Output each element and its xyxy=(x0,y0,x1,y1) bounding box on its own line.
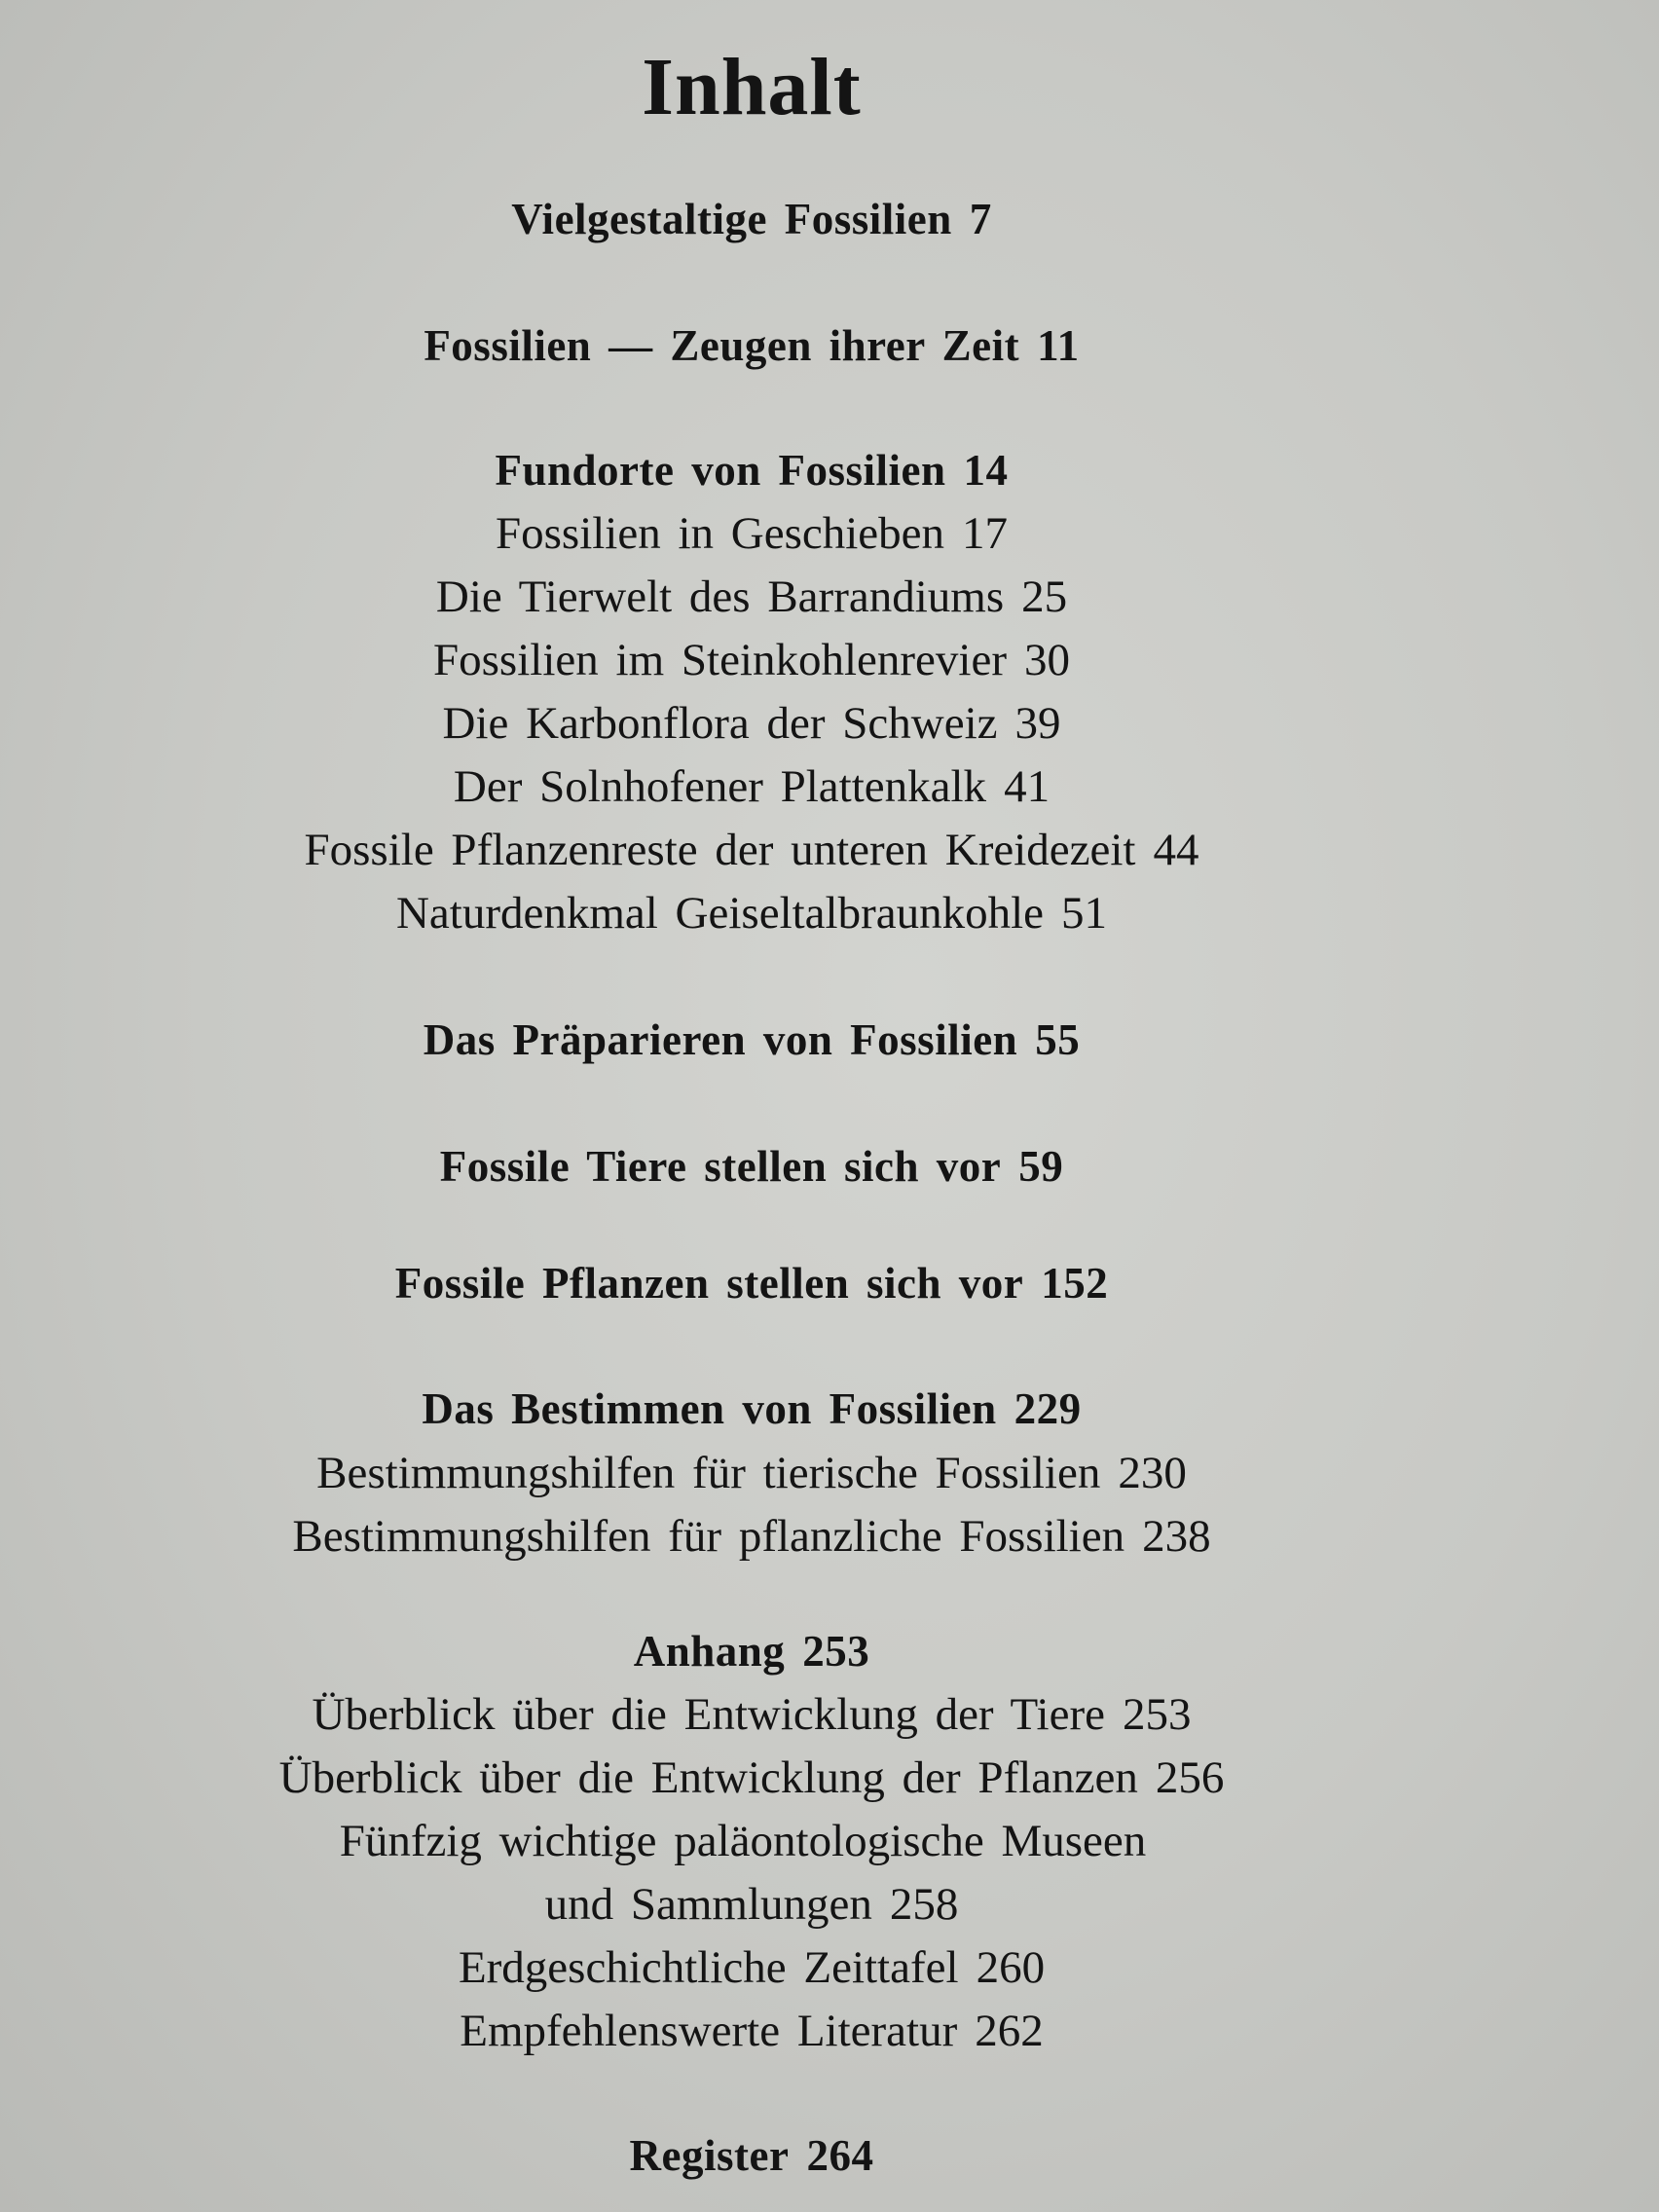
toc-entry xyxy=(0,439,1503,501)
toc-page-number: 238 xyxy=(1142,1511,1211,1562)
toc-entry xyxy=(0,1252,1503,1314)
toc-entry xyxy=(0,1009,1503,1071)
toc-entry-text: Register xyxy=(629,2131,790,2180)
toc-page-number: 30 xyxy=(1024,635,1070,685)
toc-entry-text: Empfehlenswerte Literatur xyxy=(460,2006,958,2056)
toc-page-number: 59 xyxy=(1018,1142,1064,1191)
toc-page-number: 44 xyxy=(1153,825,1199,875)
toc-entry-text: Die Tierwelt des Barrandiums xyxy=(435,571,1005,622)
toc-page-number: 14 xyxy=(963,446,1009,495)
toc-page-number: 256 xyxy=(1155,1752,1225,1803)
toc-page-number: 25 xyxy=(1021,571,1068,622)
toc-entry xyxy=(0,1620,1503,1682)
toc-page-number: 39 xyxy=(1014,698,1061,749)
toc-page-number: 51 xyxy=(1061,888,1108,939)
toc-entry-text: und Sammlungen xyxy=(544,1879,872,1930)
toc-entry xyxy=(0,1505,1503,1567)
toc-entry xyxy=(0,566,1503,628)
toc-entry-text: Der Solnhofener Plattenkalk xyxy=(453,761,987,812)
toc-page-number: 152 xyxy=(1041,1259,1109,1308)
toc-entry xyxy=(0,1810,1503,1872)
toc-entry-text: Das Präparieren von Fossilien xyxy=(423,1015,1018,1064)
toc-entry xyxy=(0,756,1503,818)
toc-entry-text: Bestimmungshilfen für tierische Fossilien xyxy=(316,1448,1101,1498)
toc-entry xyxy=(0,692,1503,755)
toc-entry-text: Fossile Tiere stellen sich vor xyxy=(439,1142,1002,1191)
toc-entry-text: Fünfzig wichtige paläontologische Museen xyxy=(339,1816,1147,1866)
toc-entry-text: Das Bestimmen von Fossilien xyxy=(422,1384,997,1433)
toc-page-number: 41 xyxy=(1004,761,1051,812)
toc-entry xyxy=(0,188,1503,250)
toc-entry xyxy=(0,629,1503,691)
toc-entry xyxy=(0,1873,1503,1936)
toc-entry-text: Naturdenkmal Geiseltalbraunkohle xyxy=(395,888,1045,939)
toc-page-number: 253 xyxy=(1122,1689,1192,1740)
page-title: Inhalt xyxy=(642,42,862,132)
toc-entry xyxy=(0,1936,1503,1999)
toc-page-number: 230 xyxy=(1118,1448,1187,1498)
toc-page-number: 260 xyxy=(976,1942,1046,1993)
toc-entry xyxy=(0,1747,1503,1809)
toc-entry-text: Überblick über die Entwicklung der Tiere xyxy=(312,1689,1105,1740)
toc-entry-text: Bestimmungshilfen für pflanzliche Fossilien xyxy=(292,1511,1125,1562)
toc-entry xyxy=(0,502,1503,565)
toc-page-number: 264 xyxy=(806,2131,874,2180)
toc-entry-text: Fundorte von Fossilien xyxy=(495,446,946,495)
toc-entry xyxy=(0,1683,1503,1746)
toc-page-number: 17 xyxy=(962,508,1009,559)
toc-entry-text: Fossilien in Geschieben xyxy=(495,508,945,559)
toc-entry-text: Fossilien — Zeugen ihrer Zeit xyxy=(424,321,1020,370)
toc-entry xyxy=(0,1378,1503,1440)
toc-entry-text: Die Karbonflora der Schweiz xyxy=(442,698,998,749)
toc-entry-text: Vielgestaltige Fossilien xyxy=(511,195,952,243)
toc-entry xyxy=(0,819,1503,881)
toc-page-number: 229 xyxy=(1014,1384,1082,1433)
toc-entry-text: Fossilien im Steinkohlenrevier xyxy=(433,635,1007,685)
toc-entry-text: Fossile Pflanzen stellen sich vor xyxy=(394,1259,1024,1308)
toc-page-number: 262 xyxy=(975,2006,1044,2056)
toc-entry xyxy=(0,2124,1503,2187)
toc-entry xyxy=(0,2000,1503,2062)
toc-entry xyxy=(0,1442,1503,1504)
toc-entry-text: Fossile Pflanzenreste der unteren Kreidezeit xyxy=(304,825,1136,875)
toc-page-number: 7 xyxy=(969,195,992,243)
toc-entry xyxy=(0,314,1503,377)
toc-page-number: 11 xyxy=(1037,321,1080,370)
toc-entry xyxy=(0,1135,1503,1198)
toc-page-number: 55 xyxy=(1035,1015,1081,1064)
toc-entry xyxy=(0,882,1503,944)
toc-page-number: 258 xyxy=(889,1879,959,1930)
toc-entry-text: Überblick über die Entwicklung der Pflanzen xyxy=(278,1752,1138,1803)
toc-entry-text: Erdgeschichtliche Zeittafel xyxy=(458,1942,959,1993)
toc-page-number: 253 xyxy=(802,1627,870,1676)
toc-entry-text: Anhang xyxy=(633,1627,786,1676)
